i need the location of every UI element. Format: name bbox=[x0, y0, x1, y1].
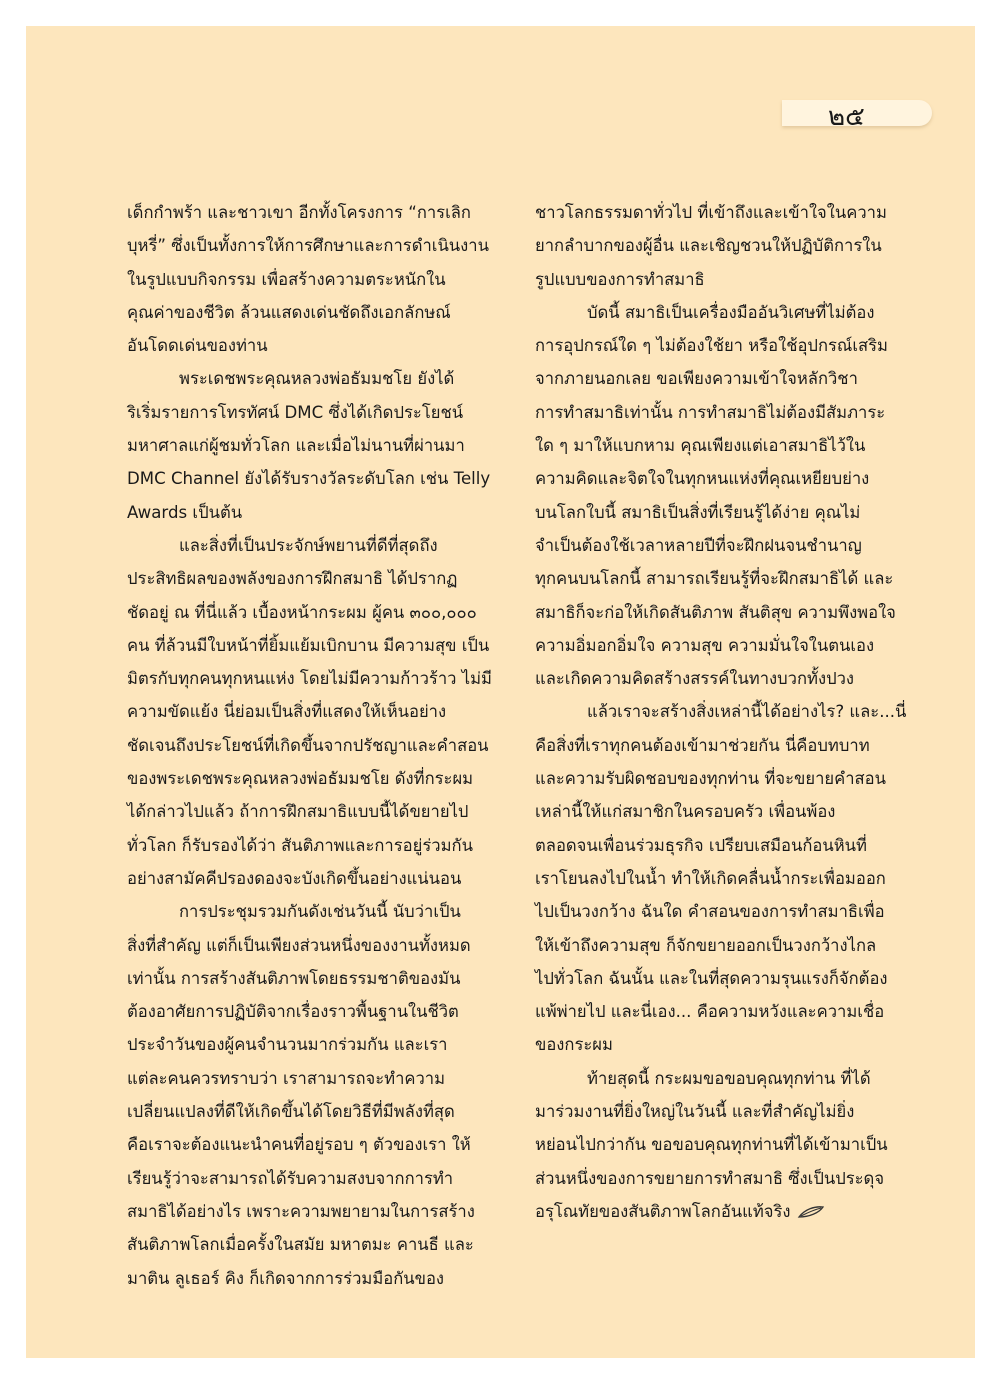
paragraph-line: แพ้พ่ายไป และนี่เอง... คือความหวังและความเชื่อ bbox=[535, 1002, 885, 1022]
leaf-end-mark-icon bbox=[797, 1197, 825, 1230]
paragraph-line: ตลอดจนเพื่อนร่วมธุรกิจ เปรียบเสมือนก้อนหินที่ bbox=[535, 835, 867, 855]
paragraph-line: อันโดดเด่นของท่าน bbox=[127, 336, 268, 356]
paragraph-line: มิตรกับทุกคนทุกหนแห่ง โดยไม่มีความก้าวร้าว ไม่มี bbox=[127, 669, 492, 689]
paragraph-line: มาติน ลูเธอร์ คิง ก็เกิดจากการร่วมมือกันของ bbox=[127, 1268, 445, 1288]
paragraph-line: การทำสมาธิเท่านั้น การทำสมาธิไม่ต้องมีสัมภาระ bbox=[535, 402, 886, 422]
paragraph-line: ทุกคนบนโลกนี้ สามารถเรียนรู้ที่จะฝึกสมาธิได้ และ bbox=[535, 569, 894, 589]
paragraph-line: เด็กกำพร้า และชาวเขา อีกทั้งโครงการ “การเลิก bbox=[127, 203, 471, 222]
paragraph-line: คุณค่าของชีวิต ล้วนแสดงเด่นชัดถึงเอกลักษณ์ bbox=[127, 302, 451, 322]
paragraph-line: จากภายนอกเลย ขอเพียงความเข้าใจหลักวิชา bbox=[535, 369, 858, 389]
paragraph-line: ความอิ่มอกอิ่มใจ ความสุข ความมั่นใจในตนเอง bbox=[535, 635, 875, 655]
paragraph-line: คือสิ่งที่เราทุกคนต้องเข้ามาช่วยกัน นี่คือบทบาท bbox=[535, 735, 870, 755]
paragraph-line: ท้ายสุดนี้ กระผมขอขอบคุณทุกท่าน ที่ได้ bbox=[587, 1068, 871, 1088]
paragraph-line: ชัดอยู่ ณ ที่นี่แล้ว เบื้องหน้ากระผม ผู้คน ๓๐๐,๐๐๐ bbox=[127, 602, 477, 622]
paragraph-line: มหาศาลแก่ผู้ชมทั่วโลก และเมื่อไม่นานที่ผ่านมา bbox=[127, 436, 465, 456]
paragraph-line: ความคิดและจิตใจในทุกหนแห่งที่คุณเหยียบย่าง bbox=[535, 469, 870, 489]
paragraph-line: ความขัดแย้ง นี่ย่อมเป็นสิ่งที่แสดงให้เห็นอย่าง bbox=[127, 702, 447, 722]
paragraph-line: เปลี่ยนแปลงที่ดีให้เกิดขึ้นได้โดยวิธีที่มีพลังที่สุด bbox=[127, 1102, 455, 1122]
paragraph-line: เรียนรู้ว่าจะสามารถได้รับความสงบจากการทำ bbox=[127, 1168, 454, 1188]
paragraph-line: ให้เข้าถึงความสุข ก็จักขยายออกเป็นวงกว้างไกล bbox=[535, 935, 877, 955]
left-column bbox=[127, 196, 494, 1295]
paragraph-line: DMC Channel ยังได้รับรางวัลระดับโลก เช่น Telly bbox=[127, 469, 491, 489]
paragraph-line: บัดนี้ สมาธิเป็นเครื่องมืออันวิเศษที่ไม่ต้อง bbox=[587, 302, 875, 322]
paragraph-line: เหล่านี้ให้แก่สมาชิกในครอบครัว เพื่อนพ้อง bbox=[535, 802, 836, 822]
paragraph-line: อรุโณทัยของสันติภาพโลกอันแท้จริง bbox=[535, 1201, 791, 1221]
paragraph-line: ยากลำบากของผู้อื่น และเชิญชวนให้ปฏิบัติการใน bbox=[535, 236, 882, 256]
paragraph-line: ส่วนหนึ่งของการขยายการทำสมาธิ ซึ่งเป็นประดุจ bbox=[535, 1168, 885, 1188]
paragraph-line: ชาวโลกธรรมดาทั่วไป ที่เข้าถึงและเข้าใจในความ bbox=[535, 203, 887, 222]
paragraph-line: ชัดเจนถึงประโยชน์ที่เกิดขึ้นจากปรัชญาและคำสอน bbox=[127, 735, 489, 755]
paragraph-line: และสิ่งที่เป็นประจักษ์พยานที่ดีที่สุดถึง bbox=[179, 535, 438, 555]
paragraph-line: ของพระเดชพระคุณหลวงพ่อธัมมชโย ดังที่กระผม bbox=[127, 769, 474, 789]
paragraph-line: บนโลกใบนี้ สมาธิเป็นสิ่งที่เรียนรู้ได้ง่าย คุณไม่ bbox=[535, 502, 861, 522]
paragraph-line: ต้องอาศัยการปฏิบัติจากเรื่องราวพื้นฐานในชีวิต bbox=[127, 1002, 459, 1022]
paragraph-line: เท่านั้น การสร้างสันติภาพโดยธรรมชาติของมัน bbox=[127, 968, 461, 988]
page-number: ๒๕ bbox=[828, 102, 865, 132]
paragraph-line: และเกิดความคิดสร้างสรรค์ในทางบวกทั้งปวง bbox=[535, 669, 855, 689]
paragraph-line: สมาธิได้อย่างไร เพราะความพยายามในการสร้าง bbox=[127, 1201, 475, 1221]
paragraph-line: คน ที่ล้วนมีใบหน้าที่ยิ้มแย้มเบิกบาน มีความสุข เป็น bbox=[127, 635, 490, 655]
paragraph-line: สมาธิก็จะก่อให้เกิดสันติภาพ สันติสุข ความพึงพอใจ bbox=[535, 602, 896, 622]
paragraph-line: บุหรี่” ซึ่งเป็นทั้งการให้การศึกษาและการดำเนินงาน bbox=[127, 236, 489, 256]
right-column bbox=[535, 196, 907, 1228]
paragraph-line: และความรับผิดชอบของทุกท่าน ที่จะขยายคำสอน bbox=[535, 769, 886, 789]
paragraph-line: ริเริ่มรายการโทรทัศน์ DMC ซึ่งได้เกิดประโยชน์ bbox=[127, 402, 464, 422]
paragraph-line: ของกระผม bbox=[535, 1035, 613, 1055]
paragraph-line: มาร่วมงานที่ยิ่งใหญ่ในวันนี้ และที่สำคัญไม่ยิ่ง bbox=[535, 1102, 855, 1122]
paragraph-line: จำเป็นต้องใช้เวลาหลายปีที่จะฝึกฝนจนชำนาญ bbox=[535, 535, 862, 555]
paragraph-line: Awards เป็นต้น bbox=[127, 502, 243, 522]
paragraph-line: อย่างสามัคคีปรองดองจะบังเกิดขึ้นอย่างแน่นอน bbox=[127, 868, 462, 888]
paragraph-line: รูปแบบของการทำสมาธิ bbox=[535, 269, 705, 289]
paragraph-line: หย่อนไปกว่ากัน ขอขอบคุณทุกท่านที่ได้เข้ามาเป็น bbox=[535, 1135, 888, 1155]
paragraph-line: แต่ละคนควรทราบว่า เราสามารถจะทำความ bbox=[127, 1068, 446, 1088]
paragraph-line: พระเดชพระคุณหลวงพ่อธัมมชโย ยังได้ bbox=[179, 369, 455, 389]
paragraph-line: การอุปกรณ์ใด ๆ ไม่ต้องใช้ยา หรือใช้อุปกรณ์เสริม bbox=[535, 336, 888, 356]
last-line bbox=[535, 1195, 900, 1228]
paragraph-line: ในรูปแบบกิจกรรม เพื่อสร้างความตระหนักใน bbox=[127, 269, 446, 289]
paragraph-line: ประสิทธิผลของพลังของการฝึกสมาธิ ได้ปรากฏ bbox=[127, 569, 458, 589]
paragraph-line: แล้วเราจะสร้างสิ่งเหล่านี้ได้อย่างไร? และ...นี่ bbox=[587, 702, 907, 722]
paragraph-line: ไปทั่วโลก ฉันนั้น และในที่สุดความรุนแรงก็จักต้อง bbox=[535, 968, 888, 988]
paragraph-line: ใด ๆ มาให้แบกหาม คุณเพียงแต่เอาสมาธิไว้ใน bbox=[535, 436, 866, 456]
paragraph-line: ทั่วโลก ก็รับรองได้ว่า สันติภาพและการอยู่ร่วมกัน bbox=[127, 835, 473, 855]
paragraph-line: ได้กล่าวไปแล้ว ถ้าการฝึกสมาธิแบบนี้ได้ขยายไป bbox=[127, 802, 469, 822]
paragraph-line: สันติภาพโลกเมื่อครั้งในสมัย มหาตมะ คานธี และ bbox=[127, 1235, 474, 1255]
paragraph-line: ไปเป็นวงกว้าง ฉันใด คำสอนของการทำสมาธิเพื่อ bbox=[535, 902, 885, 922]
paragraph-line: คือเราจะต้องแนะนำคนที่อยู่รอบ ๆ ตัวของเรา ให้ bbox=[127, 1135, 471, 1155]
paragraph-line: เราโยนลงไปในน้ำ ทำให้เกิดคลื่นน้ำกระเพื่อมออก bbox=[535, 868, 886, 888]
paragraph-line: การประชุมรวมกันดังเช่นวันนี้ นับว่าเป็น bbox=[179, 902, 461, 922]
paragraph-line: ประจำวันของผู้คนจำนวนมากร่วมกัน และเรา bbox=[127, 1035, 448, 1055]
paragraph-line: สิ่งที่สำคัญ แต่ก็เป็นเพียงส่วนหนึ่งของงานทั้งหมด bbox=[127, 935, 471, 955]
